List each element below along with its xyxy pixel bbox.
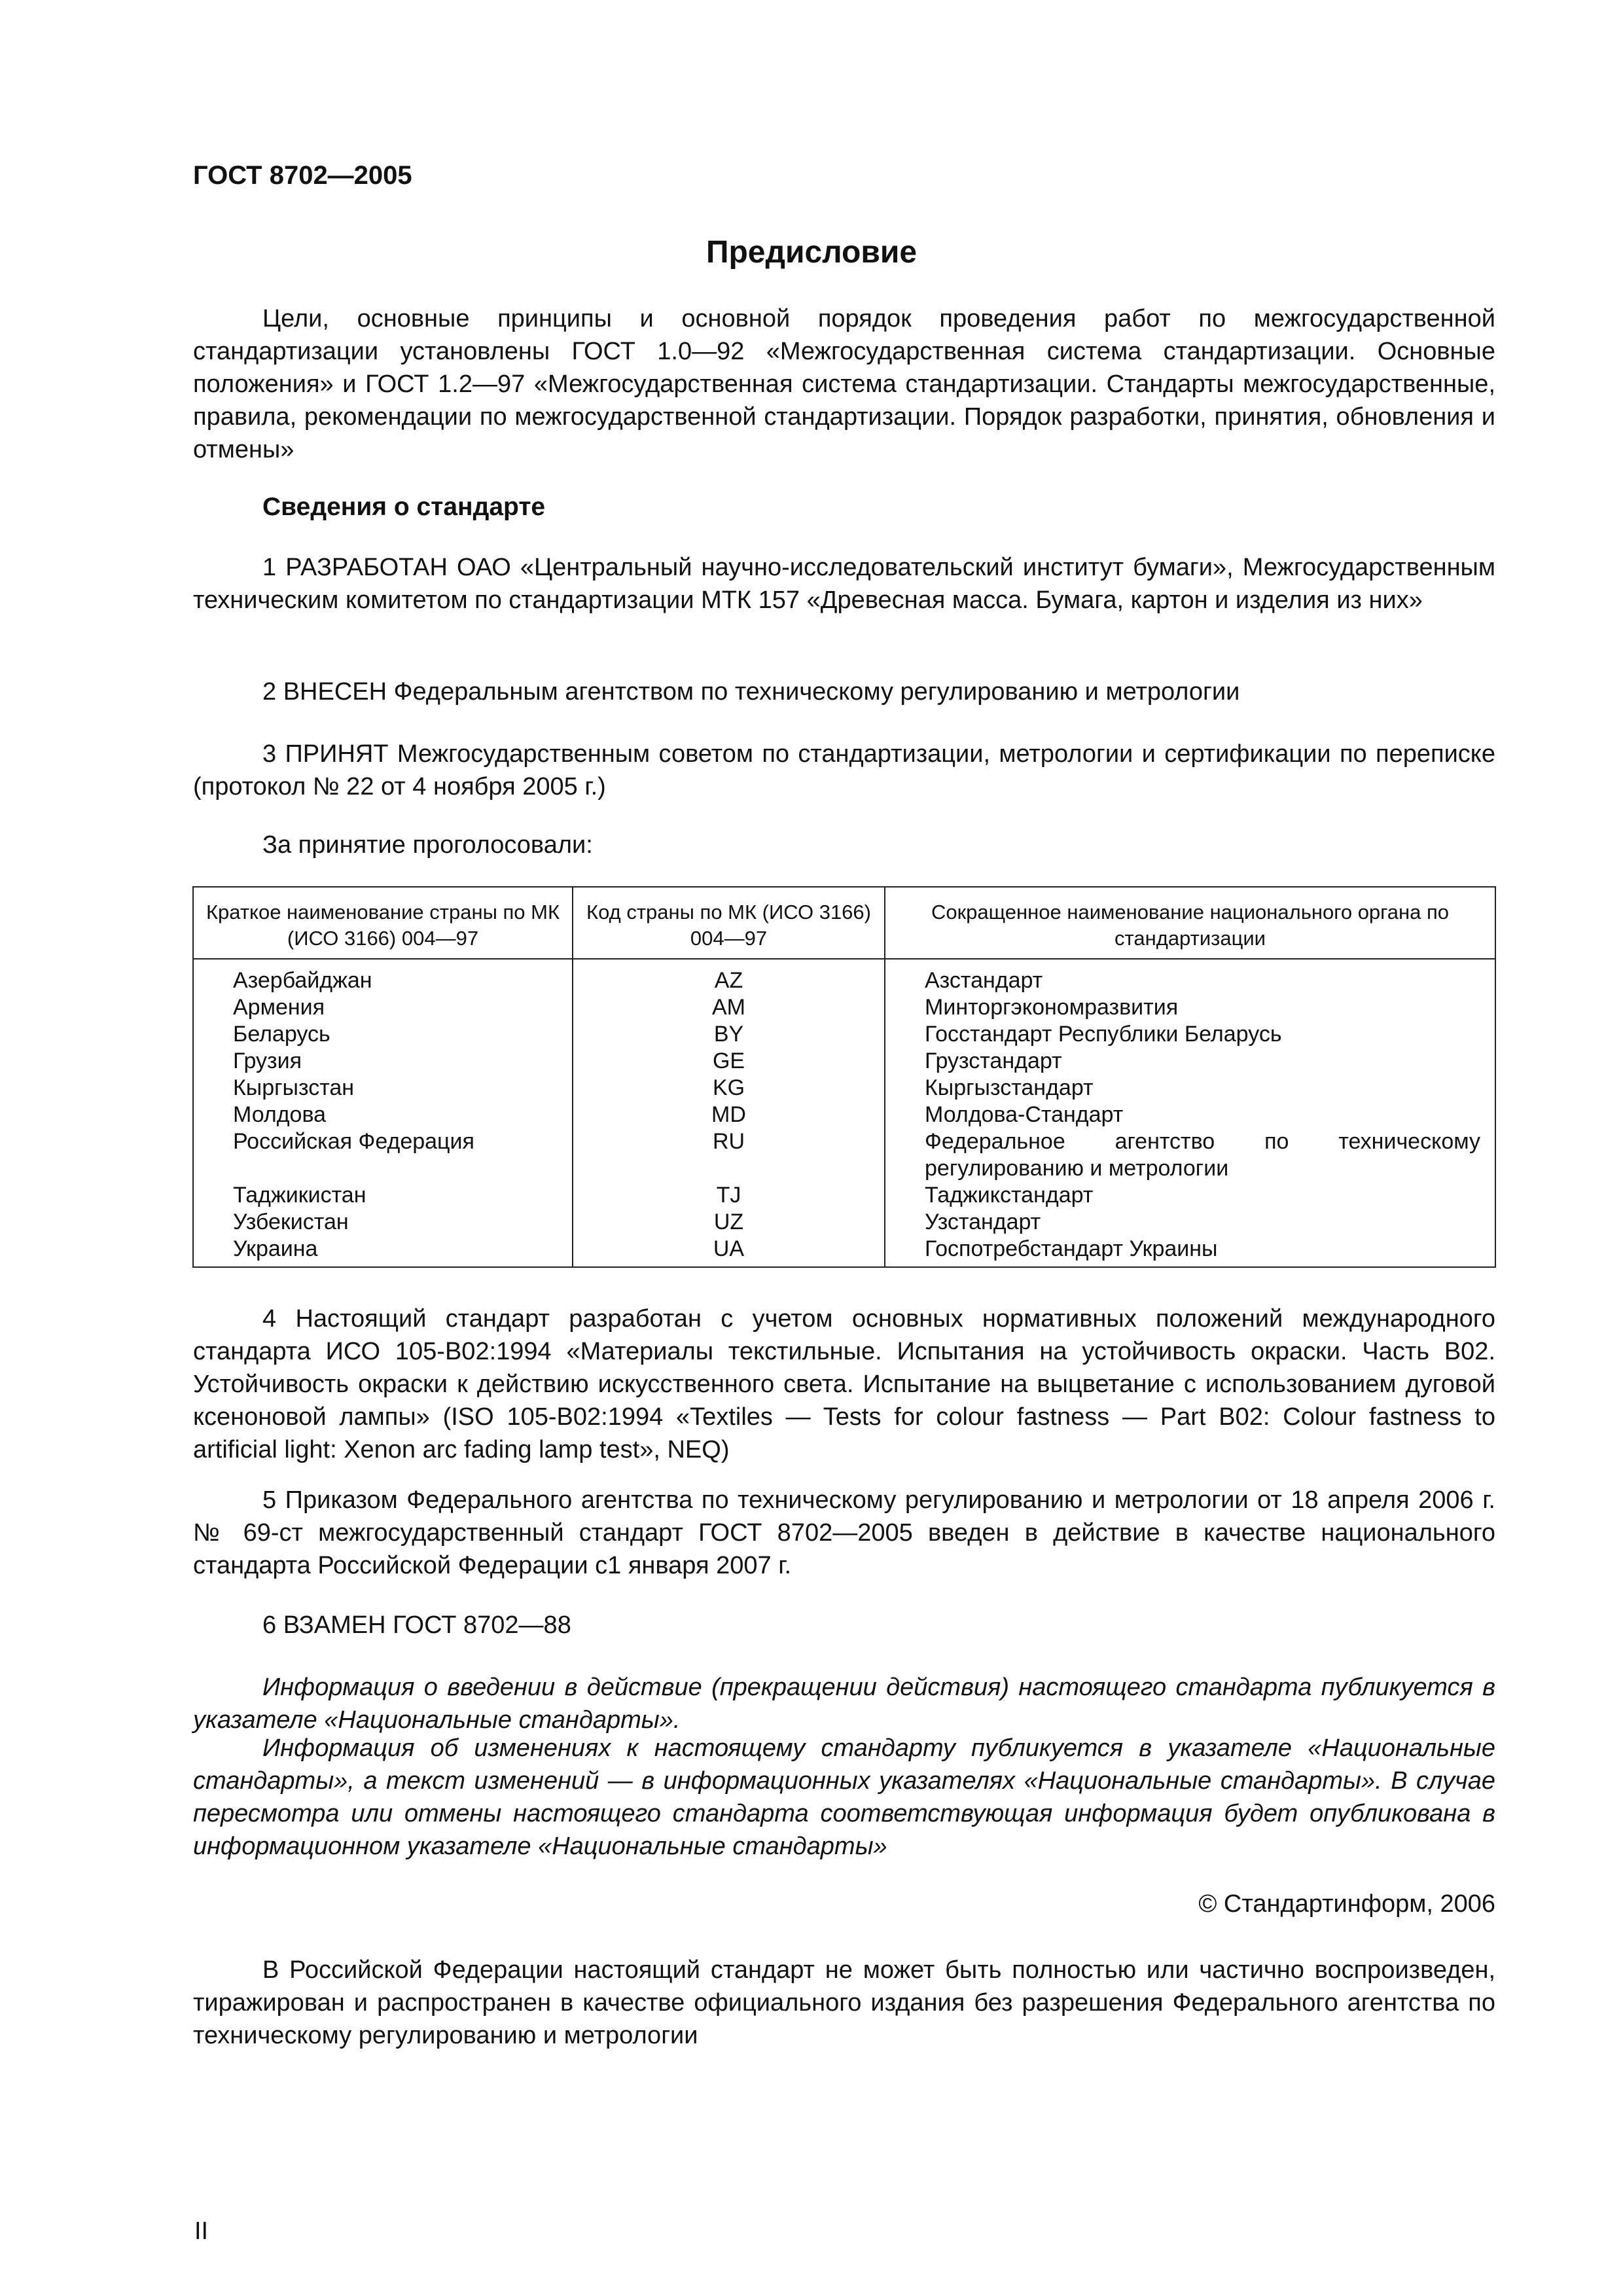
document-code: ГОСТ 8702—2005	[193, 161, 412, 190]
table-row	[193, 994, 1495, 1021]
authority-cell: Грузстандарт	[885, 1048, 1495, 1075]
country-cell: Молдова	[193, 1102, 573, 1128]
table-row	[193, 1021, 1495, 1048]
table-row	[193, 1102, 1495, 1128]
intro-paragraph: Цели, основные принципы и основной порядок проведения работ по межгосударственной стандартизации установлены ГОСТ 1.0—92 «Межгосударственная система стандартизации. Основные положения» и ГОСТ 1.2—97 «Межгосударственная система стандартизации. Стандарты межгосударственные, правила, рекомендации по межгосударственной стандартизации. Порядок разработки, принятия, обновления и отмены»	[193, 305, 1495, 463]
authority-cell: Таджикстандарт	[885, 1182, 1495, 1209]
country-cell: Беларусь	[193, 1021, 573, 1048]
code-cell: AZ	[573, 959, 885, 994]
country-cell: Украина	[193, 1236, 573, 1267]
code-cell: GE	[573, 1048, 885, 1075]
code-cell: BY	[573, 1021, 885, 1048]
country-cell: Российская Федерация	[193, 1128, 573, 1182]
authority-cell: Узстандарт	[885, 1209, 1495, 1236]
copyright-line: © Стандартинформ, 2006	[1198, 1890, 1495, 1918]
authority-cell: Федеральное агентство по техническому регулированию и метрологии	[885, 1128, 1495, 1182]
voted-label: За принятие проголосовали:	[262, 831, 593, 859]
country-cell: Кыргызстан	[193, 1075, 573, 1102]
authority-cell: Молдова-Стандарт	[885, 1102, 1495, 1128]
page-title: Предисловие	[705, 235, 918, 270]
table-header-row	[193, 887, 1495, 959]
code-cell: UZ	[573, 1209, 885, 1236]
authority-cell: Госпотребстандарт Украины	[885, 1236, 1495, 1267]
paragraph-3: 3 ПРИНЯТ Межгосударственным советом по стандартизации, метрологии и сертификации по переписке (протокол № 22 от 4 ноября 2005 г.)	[193, 740, 1495, 800]
column-header-country: Краткое наименование страны по МК (ИСО 3166) 004—97	[193, 887, 573, 959]
authority-cell: Кыргызстандарт	[885, 1075, 1495, 1102]
authority-cell: Минторгэкономразвития	[885, 994, 1495, 1021]
code-cell: TJ	[573, 1182, 885, 1209]
paragraph-6: 6 ВЗАМЕН ГОСТ 8702—88	[262, 1611, 571, 1639]
note-paragraph-2: Информация об изменениях к настоящему стандарту публикуется в указателе «Национальные стандарты», а текст изменений — в информационных указателях «Национальные стандарты». В случае пересмотра или отмены настоящего стандарта соответствующая информация будет опубликована в информационном указателе «Национальные стандарты»	[193, 1734, 1495, 1860]
country-cell: Таджикистан	[193, 1182, 573, 1209]
section-heading: Сведения о стандарте	[262, 493, 546, 521]
page-number: II	[194, 2217, 209, 2245]
table-row	[193, 1209, 1495, 1236]
authority-cell: Азстандарт	[885, 959, 1495, 994]
reproduction-notice: В Российской Федерации настоящий стандарт не может быть полностью или частично воспроизведен, тиражирован и распространен в качестве официального издания без разрешения Федерального агентства по техническому регулированию и метрологии	[193, 1956, 1495, 2049]
code-cell: RU	[573, 1128, 885, 1182]
code-cell: MD	[573, 1102, 885, 1128]
table-row	[193, 1075, 1495, 1102]
country-cell: Азербайджан	[193, 959, 573, 994]
paragraph-5: 5 Приказом Федерального агентства по техническому регулированию и метрологии от 18 апреля 2006 г. № 69-ст межгосударственный стандарт ГОСТ 8702—2005 введен в действие в качестве национального стандарта Российской Федерации с1 января 2007 г.	[193, 1486, 1495, 1579]
table-row	[193, 1048, 1495, 1075]
voting-table	[192, 886, 1496, 1268]
country-cell: Армения	[193, 994, 573, 1021]
paragraph-2: 2 ВНЕСЕН Федеральным агентством по техническому регулированию и метрологии	[262, 678, 1240, 706]
column-header-authority: Сокращенное наименование национального органа по стандартизации	[885, 887, 1495, 959]
code-cell: UA	[573, 1236, 885, 1267]
country-cell: Грузия	[193, 1048, 573, 1075]
paragraph-4: 4 Настоящий стандарт разработан с учетом основных нормативных положений международного стандарта ИСО 105-В02:1994 «Материалы текстильные. Испытания на устойчивость окраски. Часть В02. Устойчивость окраски к действию искусственного света. Испытание на выцветание с использованием дуговой ксеноновой лампы» (ISO 105-B02:1994 «Textiles — Tests for colour fastness — Part B02: Colour fastness to artificial light: Xenon arc fading lamp test», NEQ)	[193, 1305, 1495, 1463]
authority-cell: Госстандарт Республики Беларусь	[885, 1021, 1495, 1048]
code-cell: KG	[573, 1075, 885, 1102]
column-header-code: Код страны по МК (ИСО 3166) 004—97	[573, 887, 885, 959]
note-paragraph-1: Информация о введении в действие (прекращении действия) настоящего стандарта публикуется в указателе «Национальные стандарты».	[193, 1674, 1495, 1734]
country-cell: Узбекистан	[193, 1209, 573, 1236]
code-cell: AM	[573, 994, 885, 1021]
table-row	[193, 1128, 1495, 1182]
table-row	[193, 959, 1495, 994]
paragraph-1: 1 РАЗРАБОТАН ОАО «Центральный научно-исследовательский институт бумаги», Межгосударственным техническим комитетом по стандартизации МТК 157 «Древесная масса. Бумага, картон и изделия из них»	[193, 554, 1495, 614]
table-row	[193, 1182, 1495, 1209]
table-row	[193, 1236, 1495, 1267]
